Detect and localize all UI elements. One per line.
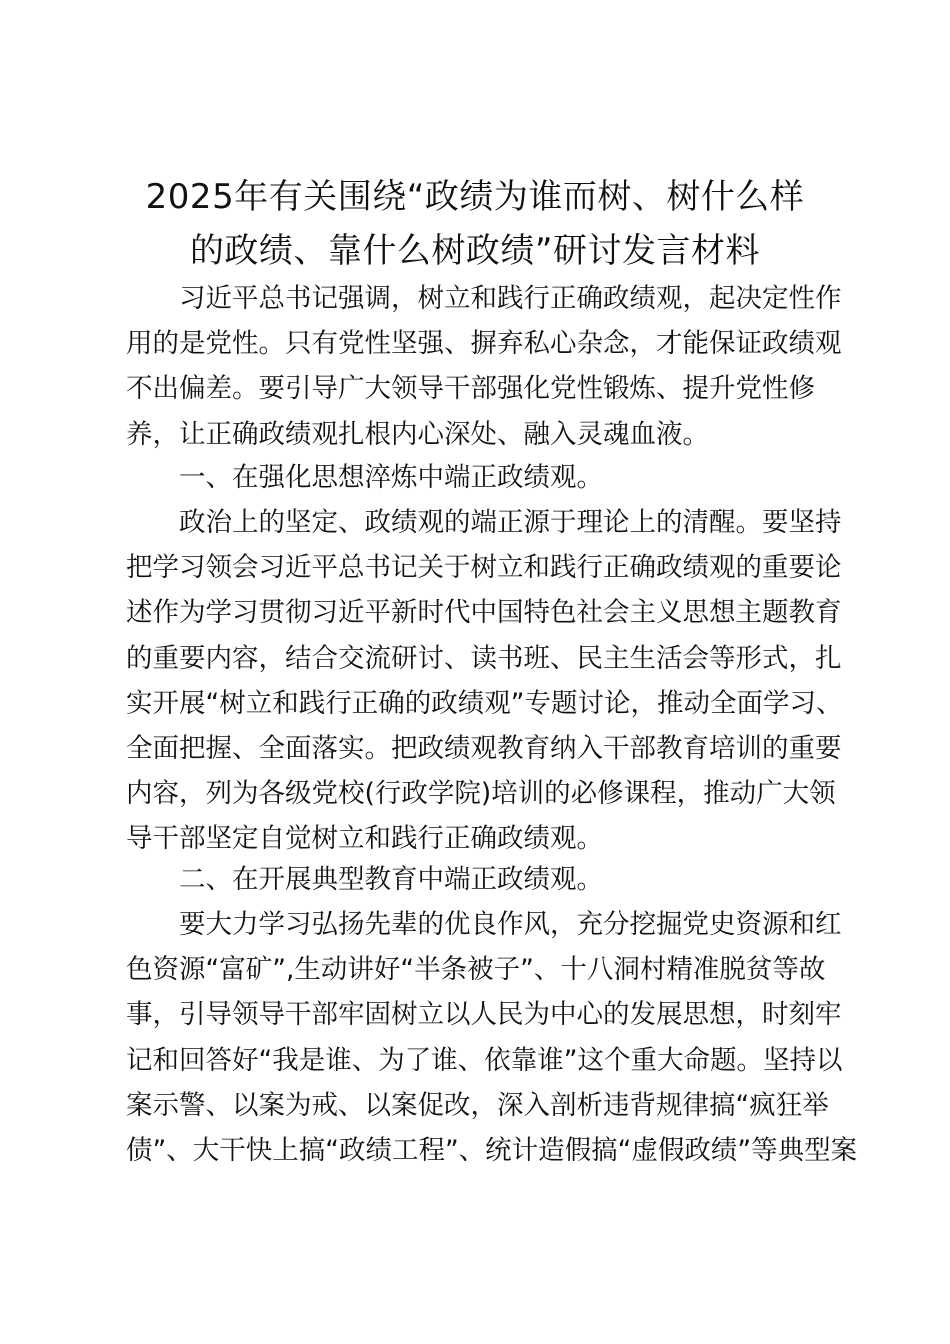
text-line: 记和回答好“我是谁、为了谁、依靠谁”这个重大命题。坚持以: [126, 1044, 843, 1076]
text-line: 习近平总书记强调，树立和践行正确政绩观，起决定性作: [179, 283, 842, 314]
text-line: 内容，列为各级党校(行政学院)培训的必修课程，推动广大领: [126, 778, 836, 810]
section-1-paragraph: [126, 500, 843, 862]
text-line: 事，引导领导干部牢固树立以人民为中心的发展思想，时刻牢: [126, 999, 842, 1031]
section-2-paragraph: [126, 902, 858, 1173]
text-line: 实开展“树立和践行正确的政绩观”专题讨论，推动全面学习、: [126, 687, 843, 719]
text-line: 债”、大干快上搞“政绩工程”、统计造假搞“虚假政绩”等典型案: [126, 1134, 858, 1166]
text-line: 导干部坚定自觉树立和践行正确政绩观。: [126, 823, 603, 855]
text-line: 全面把握、全面落实。把政绩观教育纳入干部教育培训的重要: [126, 732, 842, 764]
intro-paragraph: [126, 276, 842, 457]
text-line: 要大力学习弘扬先辈的优良作风，充分挖掘党史资源和红: [179, 909, 842, 940]
section-2-heading: 二、在开展典型教育中端正政绩观。: [179, 864, 603, 895]
text-line: 色资源“富矿”,生动讲好“半条被子”、十八洞村精准脱贫等故: [126, 954, 826, 986]
title-line-1: 2025年有关围绕“政绩为谁而树、树什么样: [145, 177, 805, 217]
text-line: 用的是党性。只有党性坚强、摒弃私心杂念，才能保证政绩观: [126, 328, 842, 360]
text-line: 不出偏差。要引导广大领导干部强化党性锻炼、提升党性修: [126, 373, 815, 405]
section-1-heading: 一、在强化思想淬炼中端正政绩观。: [179, 462, 603, 493]
text-line: 的重要内容，结合交流研讨、读书班、民主生活会等形式，扎: [126, 642, 842, 674]
text-line: 政治上的坚定、政绩观的端正源于理论上的清醒。要坚持: [179, 507, 842, 538]
text-line: 案示警、以案为戒、以案促改，深入剖析违背规律搞“疯狂举: [126, 1089, 829, 1121]
document-title: [100, 170, 850, 278]
text-line: 养，让正确政绩观扎根内心深处、融入灵魂血液。: [126, 418, 709, 450]
text-line: 述作为学习贯彻习近平新时代中国特色社会主义思想主题教育: [126, 597, 842, 629]
text-line: 把学习领会习近平总书记关于树立和践行正确政绩观的重要论: [126, 552, 842, 584]
title-line-2: 的政绩、靠什么树政绩”研讨发言材料: [189, 231, 761, 271]
